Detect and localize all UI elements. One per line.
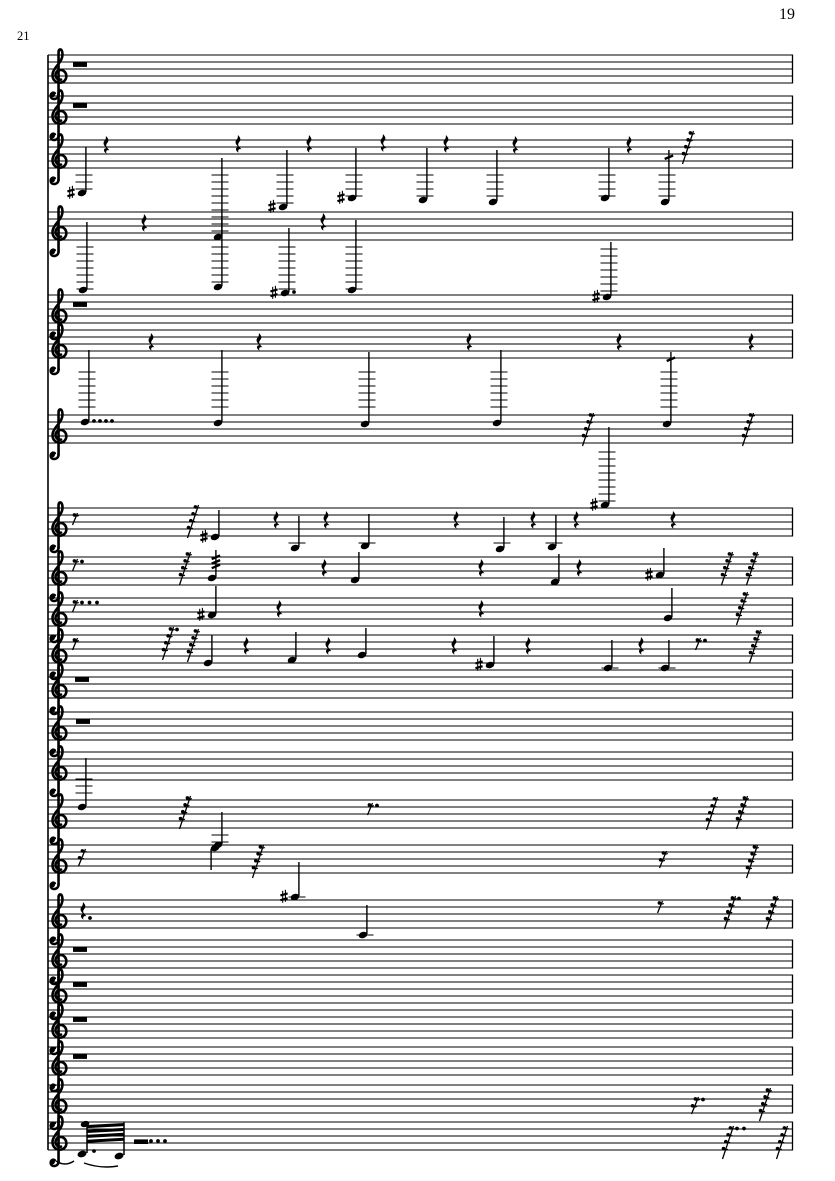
note (359, 514, 376, 550)
note (207, 550, 220, 582)
measure-number: 21 (17, 29, 30, 43)
quarter-rest (671, 511, 677, 529)
quarter-rest (274, 511, 280, 529)
note (268, 150, 293, 213)
note (359, 352, 376, 428)
note (659, 150, 676, 206)
quarter-rest (479, 559, 485, 577)
tremolo-slash (212, 556, 220, 560)
staff-12 (48, 664, 793, 714)
note (67, 147, 92, 199)
quarter-rest (639, 637, 645, 655)
tremolo-slash (665, 156, 673, 160)
eighth-rest (73, 559, 79, 571)
staff-23 (48, 1116, 793, 1167)
quarter-rest (513, 136, 519, 154)
note (270, 228, 296, 299)
note (491, 350, 508, 427)
sharp-accidental (645, 568, 652, 581)
quarter-rest (257, 333, 263, 351)
augmentation-dot (175, 628, 179, 632)
sixty-fourth-rest (736, 796, 749, 829)
note (287, 632, 297, 664)
quarter-rest (531, 511, 537, 529)
staff-5 (48, 242, 793, 339)
sixty-fourth-rest (162, 627, 175, 660)
eighth-rest (368, 803, 374, 815)
augmentation-dot (98, 419, 102, 423)
staff-4 (48, 206, 793, 298)
staff-1 (48, 49, 793, 99)
augmentation-dot (92, 1149, 96, 1153)
augmentation-dot (163, 1139, 167, 1143)
quarter-rest (574, 511, 580, 529)
whole-rest (76, 719, 90, 724)
note (661, 352, 678, 428)
quarter-rest (479, 600, 485, 618)
treble-clef-icon (51, 502, 67, 552)
augmentation-dot (80, 560, 84, 564)
staff-15 (48, 758, 793, 849)
augmentation-dot (742, 1127, 746, 1131)
note (357, 628, 367, 659)
quarter-rest (244, 637, 250, 655)
notehead (77, 1150, 88, 1159)
sixty-fourth-rest (724, 896, 737, 929)
augmentation-dot (92, 419, 96, 423)
note (550, 554, 560, 586)
quarter-rest (322, 559, 328, 577)
sixty-fourth-rest (187, 629, 200, 662)
sharp-accidental (280, 890, 287, 903)
whole-rest (73, 947, 87, 952)
whole-rest (73, 1054, 87, 1059)
quarter-rest (617, 333, 623, 351)
eighth-rest (73, 600, 79, 612)
whole-rest (73, 62, 87, 67)
treble-clef-icon (51, 206, 67, 256)
quarter-rest (326, 637, 332, 655)
sixty-fourth-rest (736, 592, 749, 625)
quarter-rest (454, 511, 460, 529)
quarter-rest (467, 333, 473, 351)
note (212, 158, 229, 241)
treble-clef-icon (51, 409, 67, 459)
quarter-rest (104, 136, 110, 154)
eighth-rest (696, 638, 702, 650)
tremolo-beam (87, 1138, 124, 1143)
quarter-rest (749, 333, 755, 351)
staff-19 (48, 969, 793, 1019)
sharp-accidental (475, 658, 482, 671)
quarter-rest (321, 213, 327, 231)
quarter-rest (381, 134, 387, 152)
treble-clef-icon (51, 134, 67, 184)
note (280, 862, 305, 903)
quarter-rest (81, 902, 87, 920)
tremolo-slash (212, 565, 220, 569)
note (417, 148, 434, 204)
augmentation-dot (88, 601, 92, 605)
staff-11 (48, 627, 793, 679)
treble-clef-icon (51, 794, 67, 844)
augmentation-dot (104, 419, 108, 423)
note (590, 427, 615, 511)
quarter-rest (444, 135, 450, 153)
staff-13 (48, 706, 793, 756)
quarter-rest (526, 637, 532, 655)
note (212, 350, 229, 427)
augmentation-dot (737, 897, 741, 901)
sharp-accidental (337, 191, 344, 204)
note (289, 516, 306, 552)
tremolo-beam (87, 1123, 124, 1128)
sixty-fourth-rest (766, 896, 779, 929)
quarter-rest (324, 511, 330, 529)
staff-8 (48, 427, 793, 553)
half-rest (134, 1139, 148, 1144)
augmentation-dot (88, 916, 92, 920)
note (357, 905, 374, 939)
note (475, 636, 495, 671)
staff-17 (48, 862, 793, 944)
quarter-rest (577, 559, 583, 577)
augmentation-dot (701, 1098, 705, 1102)
whole-rest (73, 103, 87, 108)
quarter-rest (307, 135, 313, 153)
note (337, 148, 362, 204)
augmentation-dot (110, 419, 114, 423)
quarter-rest (452, 637, 458, 655)
quarter-rest (149, 333, 155, 351)
notehead (114, 1152, 125, 1161)
sharp-accidental (590, 498, 597, 511)
staff-9 (48, 548, 793, 601)
augmentation-dot (735, 1127, 739, 1131)
whole-rest (73, 1017, 87, 1022)
quarter-rest (627, 136, 633, 154)
sharp-accidental (592, 290, 599, 303)
augmentation-dot (80, 601, 84, 605)
augmentation-dot (95, 601, 99, 605)
staff-18 (48, 934, 793, 984)
tremolo-slash (212, 560, 220, 564)
page-number: 19 (779, 6, 795, 23)
note (546, 515, 563, 551)
sixty-fourth-rest (759, 1088, 772, 1121)
augmentation-dot (703, 639, 707, 643)
staff-10 (48, 586, 793, 642)
staff-6 (48, 324, 793, 374)
tie (84, 1163, 118, 1167)
note (203, 635, 213, 667)
eighth-rest (73, 638, 79, 650)
sharp-accidental (268, 200, 275, 213)
staff-3 (48, 131, 793, 241)
staff-14 (48, 746, 793, 796)
augmentation-dot (156, 1139, 160, 1143)
whole-rest (73, 982, 87, 987)
augmentation-dot (375, 804, 379, 808)
quarter-rest (142, 214, 148, 232)
augmentation-dot (149, 1139, 153, 1143)
sharp-accidental (270, 286, 277, 299)
note (599, 148, 616, 202)
staff-16 (48, 839, 793, 889)
whole-rest (73, 302, 87, 307)
tremolo-beam (87, 1133, 124, 1138)
note (592, 242, 617, 303)
note (487, 150, 504, 206)
treble-clef-icon (51, 839, 67, 889)
augmentation-dot (292, 290, 296, 294)
quarter-rest (277, 600, 283, 618)
staff-21 (48, 1041, 793, 1091)
quarter-rest (236, 135, 242, 153)
sixty-fourth-rest (179, 796, 192, 829)
note (212, 216, 229, 291)
sharp-accidental (67, 186, 74, 199)
note (212, 812, 229, 849)
staff-2 (48, 90, 793, 140)
note (197, 586, 217, 621)
whole-rest (75, 677, 89, 682)
note (346, 220, 363, 294)
staff-7 (48, 350, 793, 459)
